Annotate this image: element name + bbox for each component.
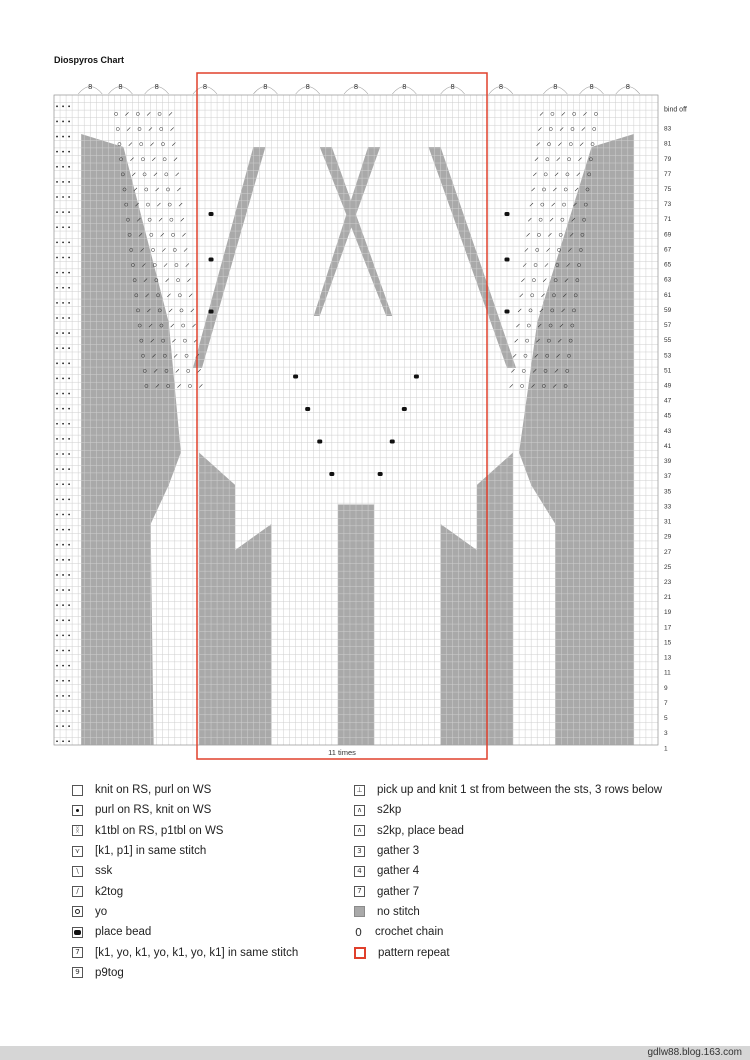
legend-item xyxy=(72,800,298,820)
purl-dot xyxy=(68,226,70,228)
row-number: 3 xyxy=(664,730,668,738)
legend-item xyxy=(72,821,298,841)
legend-label: [k1, yo, k1, yo, k1, yo, k1] in same stitch xyxy=(95,946,299,959)
purl-dot xyxy=(62,121,64,123)
bind-off-label: bind off xyxy=(664,106,687,114)
purl-dot xyxy=(68,121,70,123)
purl-dot xyxy=(62,241,64,243)
purl-dot xyxy=(68,498,70,500)
legend-item xyxy=(354,800,662,820)
purl-dot xyxy=(56,680,58,682)
row-number: 53 xyxy=(664,352,672,360)
purl-dot xyxy=(62,226,64,228)
purl-dot xyxy=(56,619,58,621)
purl-dot xyxy=(62,166,64,168)
purl-dot xyxy=(62,302,64,304)
row-number: 75 xyxy=(664,185,672,193)
purl-dot xyxy=(62,362,64,364)
gather7-icon: 7 xyxy=(354,886,365,897)
purl-dot xyxy=(62,740,64,742)
bead-mark xyxy=(305,407,310,411)
purl-dot xyxy=(68,559,70,561)
purl-dot xyxy=(56,362,58,364)
purl-dot xyxy=(56,226,58,228)
purl-dot xyxy=(56,181,58,183)
row-number: 41 xyxy=(664,442,672,450)
legend-label: p9tog xyxy=(95,966,124,979)
purl-dot xyxy=(68,211,70,213)
purl-dot xyxy=(68,710,70,712)
row-number: 13 xyxy=(664,654,672,662)
s2kp-icon: ∧ xyxy=(354,805,365,816)
row-number: 43 xyxy=(664,427,672,435)
purl-dot xyxy=(56,725,58,727)
purl-dot xyxy=(68,393,70,395)
purl-dot xyxy=(56,241,58,243)
purl-dot xyxy=(56,604,58,606)
purl-dot xyxy=(68,332,70,334)
purl-dot xyxy=(62,574,64,576)
purl-dot xyxy=(62,287,64,289)
legend-label: no stitch xyxy=(377,905,420,918)
pickup-icon: ⊥ xyxy=(354,785,365,796)
purl-dot xyxy=(56,710,58,712)
purl-dot xyxy=(56,272,58,274)
purl-dot xyxy=(62,393,64,395)
purl-dot xyxy=(56,635,58,637)
purl-dot xyxy=(56,574,58,576)
row-number: 69 xyxy=(664,231,672,239)
bead-mark xyxy=(209,258,214,262)
purl-dot xyxy=(62,650,64,652)
legend-label: place bead xyxy=(95,926,152,939)
purl-dot xyxy=(68,317,70,319)
purl-dot xyxy=(68,105,70,107)
gather-symbol: 8 xyxy=(263,83,268,91)
row-number: 57 xyxy=(664,322,672,330)
crochet-chain-icon: 0 xyxy=(355,925,362,939)
footer-bar xyxy=(0,1046,750,1060)
purl-dot xyxy=(68,483,70,485)
pattern-repeat-icon xyxy=(354,947,366,959)
purl-dot xyxy=(62,498,64,500)
purl-dot xyxy=(56,166,58,168)
purl-dot xyxy=(62,635,64,637)
purl-dot xyxy=(56,332,58,334)
purl-dot xyxy=(62,619,64,621)
row-number: 29 xyxy=(664,533,672,541)
purl-dot xyxy=(62,710,64,712)
purl-dot xyxy=(62,105,64,107)
bead-mark xyxy=(329,472,334,476)
row-number: 9 xyxy=(664,684,668,692)
purl-dot xyxy=(56,589,58,591)
purl-dot xyxy=(56,151,58,153)
legend-left-column xyxy=(72,780,298,983)
purl-dot xyxy=(62,529,64,531)
legend-label: ssk xyxy=(95,865,113,878)
purl-dot xyxy=(62,378,64,380)
purl-dot xyxy=(68,574,70,576)
purl-dot xyxy=(56,287,58,289)
bead-mark xyxy=(209,212,214,216)
gather-symbol: 8 xyxy=(88,83,93,91)
blank-icon xyxy=(72,785,83,796)
ktbl-icon: ᛝ xyxy=(72,825,83,836)
purl-dot xyxy=(62,136,64,138)
row-number: 67 xyxy=(664,246,672,254)
gather-symbol: 8 xyxy=(202,83,208,91)
legend-right-column xyxy=(354,780,662,963)
purl-dot xyxy=(68,635,70,637)
purl-dot xyxy=(62,483,64,485)
row-number: 37 xyxy=(664,473,672,481)
bead-mark xyxy=(414,375,419,379)
purl-dot xyxy=(68,695,70,697)
row-number: 55 xyxy=(664,337,672,345)
purl-dot xyxy=(62,408,64,410)
purl-dot xyxy=(56,483,58,485)
purl-dot xyxy=(68,725,70,727)
chart-title: Diospyros Chart xyxy=(54,55,125,65)
purl-dot xyxy=(68,650,70,652)
purl-dot xyxy=(68,665,70,667)
row-number: 61 xyxy=(664,291,672,299)
purl-dot xyxy=(56,317,58,319)
legend-item xyxy=(354,922,662,942)
purl-dot xyxy=(62,559,64,561)
gather-symbol: 8 xyxy=(118,83,123,91)
purl-dot xyxy=(62,725,64,727)
purl-dot xyxy=(56,438,58,440)
purl-dot xyxy=(56,498,58,500)
purl-dot xyxy=(62,514,64,516)
legend-label: k2tog xyxy=(95,885,124,898)
row-number: 83 xyxy=(664,125,672,133)
row-number: 5 xyxy=(664,715,668,723)
purl-dot xyxy=(62,604,64,606)
purl-dot xyxy=(56,136,58,138)
legend-item xyxy=(72,902,298,922)
ssk-icon: \ xyxy=(72,866,83,877)
k2tog-icon: / xyxy=(72,886,83,897)
gather-symbol: 8 xyxy=(589,83,594,91)
purl-dot xyxy=(62,468,64,470)
purl-dot xyxy=(56,257,58,259)
purl-dot xyxy=(56,695,58,697)
purl-dot xyxy=(56,302,58,304)
purl-dot xyxy=(56,740,58,742)
purl-dot xyxy=(62,680,64,682)
row-number: 79 xyxy=(664,155,672,163)
row-number: 15 xyxy=(664,639,672,647)
purl-dot xyxy=(62,181,64,183)
purl-dot xyxy=(68,347,70,349)
purl-dot xyxy=(68,408,70,410)
legend-label: [k1, p1] in same stitch xyxy=(95,845,207,858)
legend-item xyxy=(72,922,298,942)
row-number: 1 xyxy=(664,745,668,753)
row-number: 11 xyxy=(664,669,671,677)
row-number: 63 xyxy=(664,276,672,284)
purl-dot xyxy=(56,559,58,561)
bead-mark xyxy=(390,440,395,444)
legend-item xyxy=(72,780,298,800)
purl-dot xyxy=(56,544,58,546)
legend-label: pick up and knit 1 st from between the sts, 3 rows below xyxy=(377,784,663,797)
watermark: gdlw88.blog.163.com xyxy=(647,1047,742,1058)
purl-dot xyxy=(56,468,58,470)
dot-icon xyxy=(72,805,83,816)
row-number: 39 xyxy=(664,458,672,466)
row-number: 47 xyxy=(664,397,672,405)
purl-dot xyxy=(56,453,58,455)
purl-dot xyxy=(56,121,58,123)
legend-item xyxy=(354,780,662,800)
purl-dot xyxy=(56,196,58,198)
legend-label: gather 3 xyxy=(377,845,420,858)
legend-label: gather 4 xyxy=(377,865,420,878)
purl-dot xyxy=(68,529,70,531)
legend-item xyxy=(72,861,298,881)
purl-dot xyxy=(68,589,70,591)
legend-item xyxy=(354,861,662,881)
row-number: 49 xyxy=(664,382,672,390)
purl-dot xyxy=(56,529,58,531)
increase-icon: 7 xyxy=(72,947,83,958)
purl-dot xyxy=(62,423,64,425)
row-number: 7 xyxy=(664,699,668,707)
bead-mark xyxy=(378,472,383,476)
legend-label: gather 7 xyxy=(377,885,420,898)
purl-dot xyxy=(56,393,58,395)
purl-dot xyxy=(68,378,70,380)
legend-item xyxy=(354,902,662,922)
row-number: 65 xyxy=(664,261,672,269)
purl-dot xyxy=(68,181,70,183)
row-number: 17 xyxy=(664,624,672,632)
gather4-icon: 4 xyxy=(354,866,365,877)
purl-dot xyxy=(56,423,58,425)
purl-dot xyxy=(56,665,58,667)
purl-dot xyxy=(68,680,70,682)
row-number: 51 xyxy=(664,367,672,375)
purl-dot xyxy=(68,151,70,153)
k1p1-icon: ⋎ xyxy=(72,846,83,857)
legend-label: s2kp xyxy=(377,804,402,817)
purl-dot xyxy=(68,438,70,440)
purl-dot xyxy=(62,665,64,667)
purl-dot xyxy=(68,166,70,168)
row-number: 19 xyxy=(664,609,672,617)
purl-dot xyxy=(56,211,58,213)
bead-mark xyxy=(505,310,510,314)
purl-dot xyxy=(68,196,70,198)
purl-dot xyxy=(68,136,70,138)
gather-symbol: 8 xyxy=(154,83,159,91)
yo-icon xyxy=(72,906,83,917)
legend-item xyxy=(354,821,662,841)
purl-dot xyxy=(68,604,70,606)
row-number: 73 xyxy=(664,201,672,209)
legend-item xyxy=(354,841,662,861)
purl-dot xyxy=(68,740,70,742)
row-number: 45 xyxy=(664,412,672,420)
row-number: 31 xyxy=(664,518,672,526)
row-number: 23 xyxy=(664,579,672,587)
purl-dot xyxy=(62,317,64,319)
purl-dot xyxy=(68,302,70,304)
purl-dot xyxy=(68,423,70,425)
legend-label: yo xyxy=(95,905,108,918)
legend-item xyxy=(354,942,662,962)
purl-dot xyxy=(56,408,58,410)
purl-dot xyxy=(68,241,70,243)
p9tog-icon: 9 xyxy=(72,967,83,978)
legend-label: crochet chain xyxy=(375,926,444,939)
row-number: 27 xyxy=(664,548,672,556)
purl-dot xyxy=(68,544,70,546)
purl-dot xyxy=(56,650,58,652)
no-stitch-icon xyxy=(354,906,365,917)
row-number: 71 xyxy=(664,216,672,224)
purl-dot xyxy=(62,211,64,213)
purl-dot xyxy=(62,589,64,591)
purl-dot xyxy=(68,272,70,274)
legend-label: k1tbl on RS, p1tbl on WS xyxy=(95,824,224,837)
grid-lines xyxy=(54,95,658,745)
purl-dot xyxy=(68,468,70,470)
legend-item xyxy=(72,841,298,861)
row-number: 33 xyxy=(664,503,672,511)
legend-item xyxy=(72,881,298,901)
purl-dot xyxy=(62,453,64,455)
purl-dot xyxy=(56,514,58,516)
purl-dot xyxy=(62,347,64,349)
gather-symbol: 8 xyxy=(402,83,407,91)
purl-dot xyxy=(62,196,64,198)
bead-mark xyxy=(505,258,510,262)
s2kp-bead-icon: ∧ xyxy=(354,825,365,836)
gather-symbol: 8 xyxy=(553,83,558,91)
gather-symbol: 8 xyxy=(450,83,455,91)
bead-mark xyxy=(317,440,322,444)
legend-item xyxy=(72,942,298,962)
purl-dot xyxy=(68,287,70,289)
purl-dot xyxy=(62,151,64,153)
purl-dot xyxy=(56,378,58,380)
gather-symbol: 8 xyxy=(305,83,310,91)
purl-dot xyxy=(56,347,58,349)
purl-dot xyxy=(62,272,64,274)
legend-label: purl on RS, knit on WS xyxy=(95,804,212,817)
purl-dot xyxy=(68,453,70,455)
row-number: 35 xyxy=(664,488,672,496)
bead-mark xyxy=(402,407,407,411)
row-number: 21 xyxy=(664,594,672,602)
bead-mark xyxy=(505,212,510,216)
row-number: 59 xyxy=(664,306,672,314)
purl-dot xyxy=(68,257,70,259)
gather-symbol: 8 xyxy=(498,83,504,91)
gather-symbol: 8 xyxy=(353,83,359,91)
legend-item xyxy=(72,963,298,983)
purl-dot xyxy=(62,257,64,259)
gather-symbol: 8 xyxy=(625,83,631,91)
legend-label: knit on RS, purl on WS xyxy=(95,784,212,797)
purl-dot xyxy=(68,619,70,621)
purl-dot xyxy=(68,514,70,516)
purl-dot xyxy=(56,105,58,107)
purl-dot xyxy=(68,362,70,364)
gather3-icon: 3 xyxy=(354,846,365,857)
bead-mark xyxy=(209,310,214,314)
legend-label: pattern repeat xyxy=(378,946,450,959)
row-number: 25 xyxy=(664,563,672,571)
purl-dot xyxy=(62,544,64,546)
legend-item xyxy=(354,881,662,901)
purl-dot xyxy=(62,332,64,334)
row-number: 77 xyxy=(664,170,672,178)
bead-mark xyxy=(293,375,298,379)
legend-label: s2kp, place bead xyxy=(377,824,464,837)
row-number: 81 xyxy=(664,140,672,148)
bead-icon xyxy=(72,927,83,938)
purl-dot xyxy=(62,695,64,697)
repeat-label: 11 times xyxy=(328,748,356,757)
purl-dot xyxy=(62,438,64,440)
